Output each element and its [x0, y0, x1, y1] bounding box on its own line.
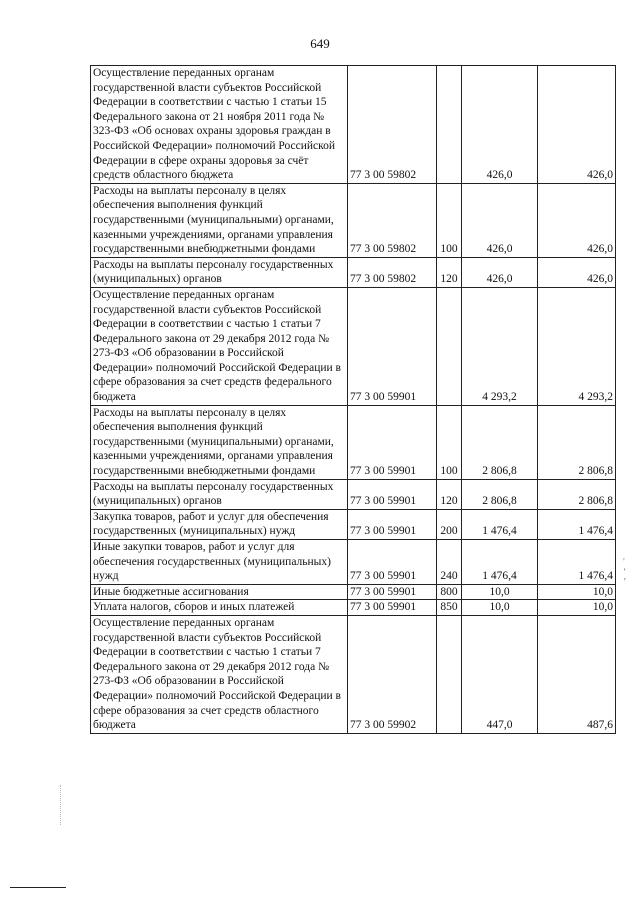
- row-name: Иные бюджетные ассигнования: [91, 584, 348, 600]
- row-target-code: 77 3 00 59902: [348, 615, 437, 733]
- row-amount-year-1: 426,0: [462, 183, 538, 257]
- row-name: Осуществление переданных органам государственной власти субъектов Российской Федерации в соответствии с частью 1 статьи 7 Федерального закона от 29 декабря 2012 года № 273-ФЗ «Об образовании в Российской Федерации» полномочий Российской Федерации в сфере образования за счет средств областного бюджета: [91, 615, 348, 733]
- row-amount-year-2: 487,6: [538, 615, 616, 733]
- row-target-code: 77 3 00 59901: [348, 405, 437, 479]
- row-expense-type: 100: [437, 405, 462, 479]
- row-expense-type: 800: [437, 584, 462, 600]
- row-amount-year-2: 10,0: [538, 600, 616, 616]
- table-row: [91, 479, 616, 509]
- row-target-code: 77 3 00 59802: [348, 257, 437, 287]
- table-row: [91, 183, 616, 257]
- row-name: Расходы на выплаты персоналу государственных (муниципальных) органов: [91, 479, 348, 509]
- row-amount-year-2: 426,0: [538, 66, 616, 184]
- budget-table: [90, 65, 616, 734]
- footnote-separator: [10, 887, 66, 888]
- row-expense-type: 200: [437, 509, 462, 539]
- table-row: [91, 66, 616, 184]
- row-amount-year-1: 10,0: [462, 600, 538, 616]
- row-amount-year-2: 1 476,4: [538, 540, 616, 585]
- row-amount-year-1: 1 476,4: [462, 540, 538, 585]
- table-row: [91, 615, 616, 733]
- table-row: [91, 600, 616, 616]
- row-amount-year-1: 2 806,8: [462, 479, 538, 509]
- row-amount-year-1: 2 806,8: [462, 405, 538, 479]
- table-row: [91, 509, 616, 539]
- row-amount-year-1: 1 476,4: [462, 509, 538, 539]
- row-name: Закупка товаров, работ и услуг для обеспечения государственных (муниципальных) нужд: [91, 509, 348, 539]
- row-amount-year-1: 426,0: [462, 257, 538, 287]
- row-target-code: 77 3 00 59901: [348, 540, 437, 585]
- row-amount-year-2: 2 806,8: [538, 479, 616, 509]
- row-target-code: 77 3 00 59802: [348, 183, 437, 257]
- scan-artifact-mark: ' ‘ ’: [623, 557, 627, 588]
- row-amount-year-1: 10,0: [462, 584, 538, 600]
- scan-artifact-line: [60, 785, 62, 825]
- row-name: Осуществление переданных органам государственной власти субъектов Российской Федерации в соответствии с частью 1 статьи 7 Федерального закона от 29 декабря 2012 года № 273-ФЗ «Об образовании в Российской Федерации» полномочий Российской Федерации в сфере образования за счет средств федерального бюджета: [91, 287, 348, 405]
- row-name: Расходы на выплаты персоналу в целях обеспечения выполнения функций государственными (муниципальными) органами, казенными учреждениями, органами управления государственными внебюджетными фондами: [91, 405, 348, 479]
- row-amount-year-1: 4 293,2: [462, 287, 538, 405]
- row-amount-year-2: 1 476,4: [538, 509, 616, 539]
- row-name: Иные закупки товаров, работ и услуг для обеспечения государственных (муниципальных) нужд: [91, 540, 348, 585]
- row-name: Расходы на выплаты персоналу государственных (муниципальных) органов: [91, 257, 348, 287]
- page-number: 649: [310, 36, 330, 51]
- row-expense-type: [437, 615, 462, 733]
- row-target-code: 77 3 00 59901: [348, 600, 437, 616]
- row-target-code: 77 3 00 59901: [348, 287, 437, 405]
- row-target-code: 77 3 00 59901: [348, 509, 437, 539]
- table-row: [91, 287, 616, 405]
- table-row: [91, 540, 616, 585]
- row-target-code: 77 3 00 59901: [348, 584, 437, 600]
- row-expense-type: 850: [437, 600, 462, 616]
- row-expense-type: 240: [437, 540, 462, 585]
- row-amount-year-2: 10,0: [538, 584, 616, 600]
- table-row: [91, 405, 616, 479]
- row-name: Осуществление переданных органам государственной власти субъектов Российской Федерации в соответствии с частью 1 статьи 15 Федерального закона от 21 ноября 2011 года № 323-ФЗ «Об основах охраны здоровья граждан в Российской Федерации» полномочий Российской Федерации в сфере охраны здоровья за счёт средств областного бюджета: [91, 66, 348, 184]
- row-expense-type: [437, 287, 462, 405]
- row-amount-year-2: 426,0: [538, 257, 616, 287]
- budget-table-body: [91, 66, 616, 734]
- row-expense-type: 120: [437, 479, 462, 509]
- row-target-code: 77 3 00 59901: [348, 479, 437, 509]
- row-expense-type: [437, 66, 462, 184]
- table-row: [91, 584, 616, 600]
- row-amount-year-1: 426,0: [462, 66, 538, 184]
- row-expense-type: 120: [437, 257, 462, 287]
- row-target-code: 77 3 00 59802: [348, 66, 437, 184]
- row-amount-year-2: 4 293,2: [538, 287, 616, 405]
- row-amount-year-2: 426,0: [538, 183, 616, 257]
- row-name: Уплата налогов, сборов и иных платежей: [91, 600, 348, 616]
- row-name: Расходы на выплаты персоналу в целях обеспечения выполнения функций государственными (муниципальными) органами, казенными учреждениями, органами управления государственными внебюджетными фондами: [91, 183, 348, 257]
- row-expense-type: 100: [437, 183, 462, 257]
- row-amount-year-2: 2 806,8: [538, 405, 616, 479]
- row-amount-year-1: 447,0: [462, 615, 538, 733]
- table-row: [91, 257, 616, 287]
